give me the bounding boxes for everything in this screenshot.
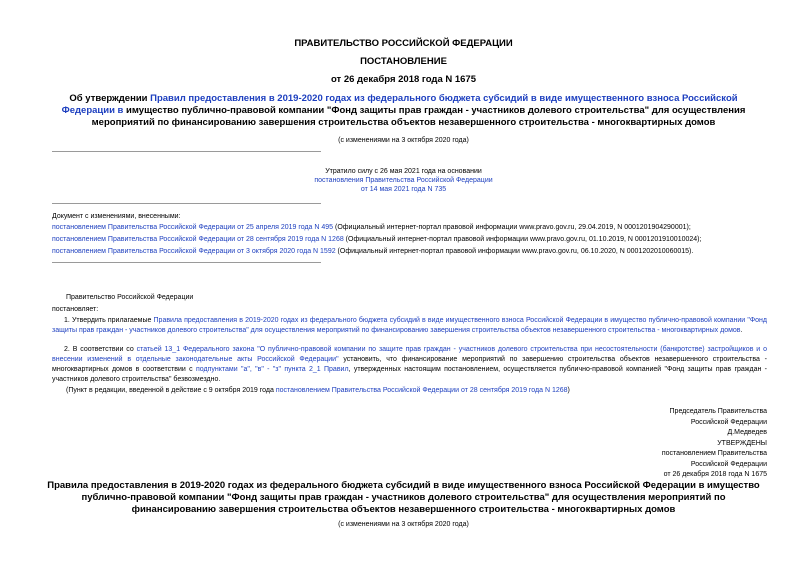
government-heading: ПРАВИТЕЛЬСТВО РОССИЙСКОЙ ФЕДЕРАЦИИ: [294, 38, 513, 49]
amendments-heading: Документ с изменениями, внесенными:: [52, 213, 181, 220]
rules-changes-note: (с изменениями на 3 октября 2020 года): [338, 521, 469, 528]
expired-line-1: Утратило силу с 26 мая 2021 года на основании: [325, 168, 482, 175]
separator-line: [52, 262, 321, 263]
p1-end: .: [740, 327, 743, 334]
document-title: [60, 93, 747, 129]
expired-link-line-3[interactable]: от 14 мая 2021 года N 735: [360, 186, 447, 193]
amendment-source: (Официальный интернет-портал правовой информации www.pravo.gov.ru, 01.10.2019, N 0001201910010024);: [343, 236, 702, 243]
amendment-item: [52, 247, 772, 256]
p2-law-link[interactable]: статьей 13_1 Федерального закона "О публично-правовой компании по защите прав граждан - участников долевого строительства при несостоятельности (банкротстве) застройщиков и о внесении изменений в отдельные законодательные акты Российской Федерации": [52, 346, 767, 363]
title-rest: имущество публично-правовой компании "Фонд защиты прав граждан - участников долевого строительства" для осуществления мероприятий по финансированию завершения строительства объектов незавершенного строительства - многоквартирных домов: [91, 105, 746, 128]
signature-country: Российской Федерации: [690, 419, 767, 426]
paragraph-2: [52, 345, 767, 385]
doc-date-number: от 26 декабря 2018 года N 1675: [330, 74, 476, 85]
amendment-item: [52, 223, 772, 232]
gov-line: Правительство Российской Федерации: [66, 294, 194, 301]
p2-subpoints-link[interactable]: подпунктами "а", "в" - "з" пункта 2_1 Правил: [196, 366, 349, 373]
approved-country: Российской Федерации: [690, 461, 767, 468]
amendment-link[interactable]: постановлением Правительства Российской Федерации от 3 октября 2020 года N 1592: [52, 248, 336, 255]
rules-title: Правила предоставления в 2019-2020 годах из федерального бюджета субсидий в виде имущественного взноса Российской Федерации в имущество публично-правовой компании "Фонд защиты прав граждан - участников долевого строительства" для осуществления мероприятий по финансированию завершения строительства объектов незавершенного строительства - многоквартирных домов: [47, 480, 760, 515]
p1-rules-link[interactable]: Правила предоставления в 2019-2020 годах из федерального бюджета субсидий в виде имущественного взноса Российской Федерации в имущество публично-правовой компании "Фонд защиты прав граждан - участников долевого строительства" для осуществления мероприятий по финансированию завершения строительства объектов незавершенного строительства - многоквартирных домов: [52, 317, 767, 334]
title-rules-link[interactable]: Правил предоставления в 2019-2020 годах из федерального бюджета субсидий в виде имущественного взноса Российской Федерации в: [61, 93, 738, 116]
p2-text-c: , утвержденных настоящим постановлением, осуществляется публично-правовой компанией "Фонд защиты прав граждан - участников долевого строительства" безвозмездно.: [52, 366, 767, 383]
resolves-line: постановляет:: [52, 306, 99, 313]
separator-line: [52, 151, 321, 152]
doc-type-heading: ПОСТАНОВЛЕНИЕ: [360, 56, 447, 67]
note-end: ): [567, 387, 570, 394]
changes-note: (с изменениями на 3 октября 2020 года): [338, 137, 469, 144]
amendment-item: [52, 235, 772, 244]
p2-text-b: установить, что финансирование мероприятий по завершению строительства объектов незавершенного строительства - многоквартирных домов в соответствии с: [52, 356, 767, 373]
amendment-link[interactable]: постановлением Правительства Российской Федерации от 28 сентября 2019 года N 1268: [52, 236, 344, 243]
approved-by: постановлением Правительства: [661, 450, 767, 457]
expired-link-line-2[interactable]: постановления Правительства Российской Федерации: [314, 177, 493, 184]
amendment-source: (Официальный интернет-портал правовой информации www.pravo.gov.ru, 06.10.2020, N 0001202010060015).: [335, 248, 694, 255]
amendment-link[interactable]: постановлением Правительства Российской Федерации от 25 апреля 2019 года N 495: [52, 224, 334, 231]
approved-label: УТВЕРЖДЕНЫ: [717, 440, 767, 447]
note-text: (Пункт в редакции, введенной в действие с 9 октября 2019 года: [66, 387, 276, 394]
paragraph-1: [52, 316, 767, 336]
title-prefix: Об утверждении: [69, 93, 151, 104]
separator-line: [52, 203, 321, 204]
signature-name: Д.Медведев: [727, 429, 767, 436]
p1-text: 1. Утвердить прилагаемые: [64, 317, 154, 324]
approved-date: от 26 декабря 2018 года N 1675: [663, 471, 767, 478]
p2-text: 2. В соответствии со: [64, 346, 137, 353]
p2-edition-note: [66, 386, 766, 395]
signature-title: Председатель Правительства: [669, 408, 767, 415]
amendment-source: (Официальный интернет-портал правовой информации www.pravo.gov.ru, 29.04.2019, N 0001201904290001);: [333, 224, 691, 231]
note-link[interactable]: постановлением Правительства Российской Федерации от 28 сентября 2019 года N 1268: [275, 387, 568, 394]
